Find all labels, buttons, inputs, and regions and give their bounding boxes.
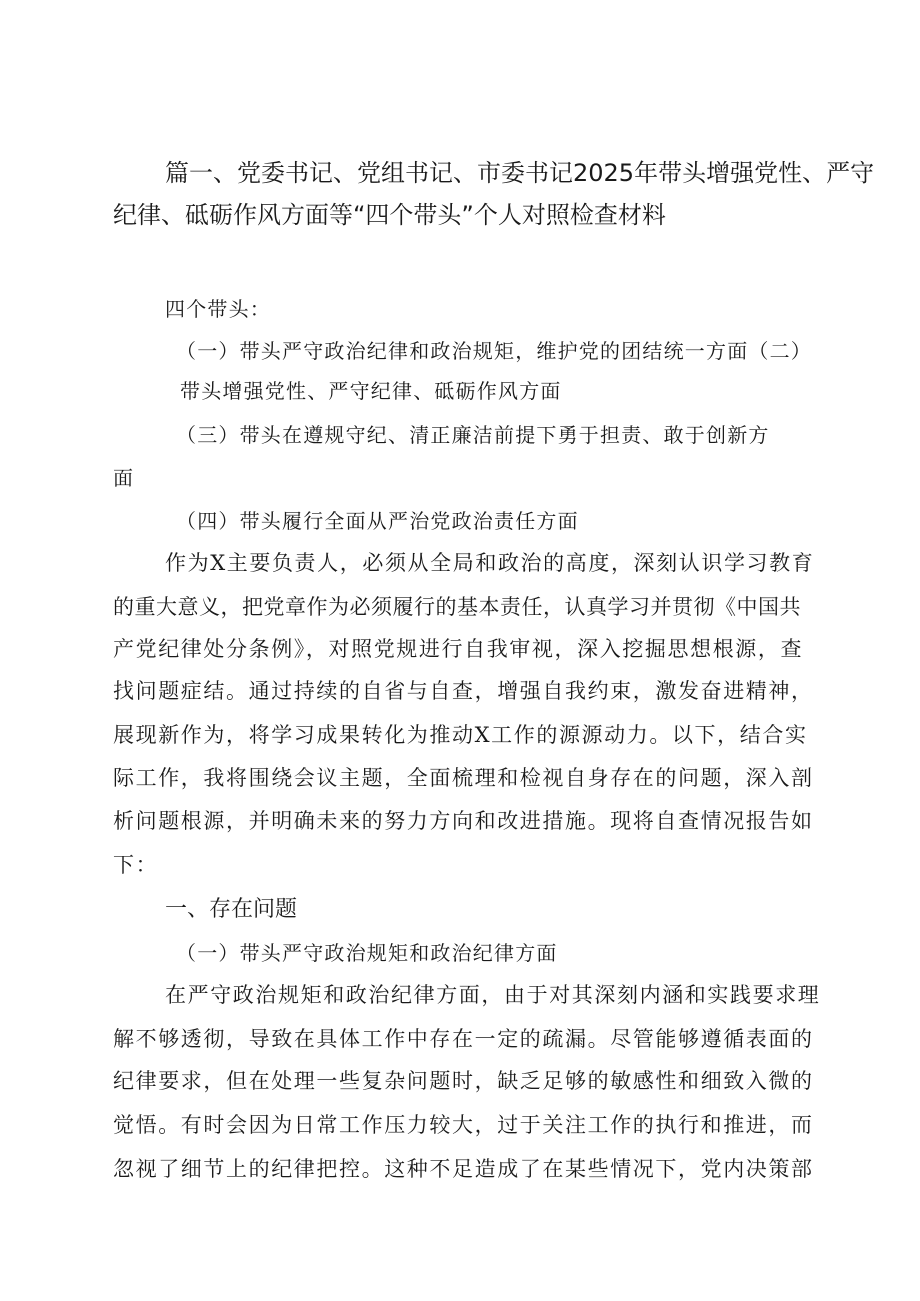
paragraph1-line-3: 产党纪律处分条例》，对照党规进行自我审视，深入挖掘思想根源，查 <box>113 637 804 661</box>
section-heading: 一、存在问题 <box>165 897 298 922</box>
paragraph2-line-2: 解不够透彻，导致在具体工作中存在一定的疏漏。尽管能够遵循表面的 <box>113 1027 814 1051</box>
paragraph1-line-1: 作为X主要负责人，必须从全局和政治的高度，深刻认识学习教育 <box>165 551 815 575</box>
subsection-heading: （一）带头严守政治规矩和政治纪律方面 <box>176 941 558 965</box>
intro-label: 四个带头： <box>165 297 271 321</box>
paragraph2-line-4: 觉悟。有时会因为日常工作压力较大，过于关注工作的执行和推进，而 <box>113 1113 814 1137</box>
paragraph1-line-4: 找问题症结。通过持续的自省与自查，增强自我约束，激发奋进精神， <box>113 679 814 703</box>
paragraph1-line-8: 下： <box>113 853 159 877</box>
paragraph2-line-1: 在严守政治规矩和政治纪律方面，由于对其深刻内涵和实践要求理 <box>165 983 821 1007</box>
document-title-line-1: 篇一、党委书记、党组书记、市委书记2025年带头增强党性、严守 <box>165 159 875 187</box>
list-line-3: （三）带头在遵规守纪、清正廉洁前提下勇于担责、敢于创新方 <box>176 423 770 447</box>
paragraph2-line-5: 忽视了细节上的纪律把控。这种不足造成了在某些情况下，党内决策部 <box>113 1157 814 1181</box>
paragraph1-line-7: 析问题根源，并明确未来的努力方向和改进措施。现将自查情况报告如 <box>113 809 814 833</box>
document-title-line-2: 纪律、砥砺作风方面等“四个带头”个人对照检查材料 <box>113 201 666 229</box>
list-line-5: （四）带头履行全面从严治党政治责任方面 <box>176 509 579 533</box>
list-line-4: 面 <box>113 466 135 490</box>
paragraph1-line-2: 的重大意义，把党章作为必须履行的基本责任，认真学习并贯彻《中国共 <box>113 595 801 619</box>
list-line-1: （一）带头严守政治纪律和政治规矩，维护党的团结统一方面（二） <box>176 339 812 363</box>
paragraph1-line-6: 际工作，我将围绕会议主题，全面梳理和检视自身存在的问题，深入剖 <box>113 766 814 790</box>
list-line-2: 带头增强党性、严守纪律、砥砺作风方面 <box>180 379 562 403</box>
paragraph2-line-3: 纪律要求，但在处理一些复杂问题时，缺乏足够的敏感性和细致入微的 <box>113 1069 814 1093</box>
paragraph1-line-5: 展现新作为，将学习成果转化为推动X工作的源源动力。以下，结合实 <box>113 723 808 747</box>
